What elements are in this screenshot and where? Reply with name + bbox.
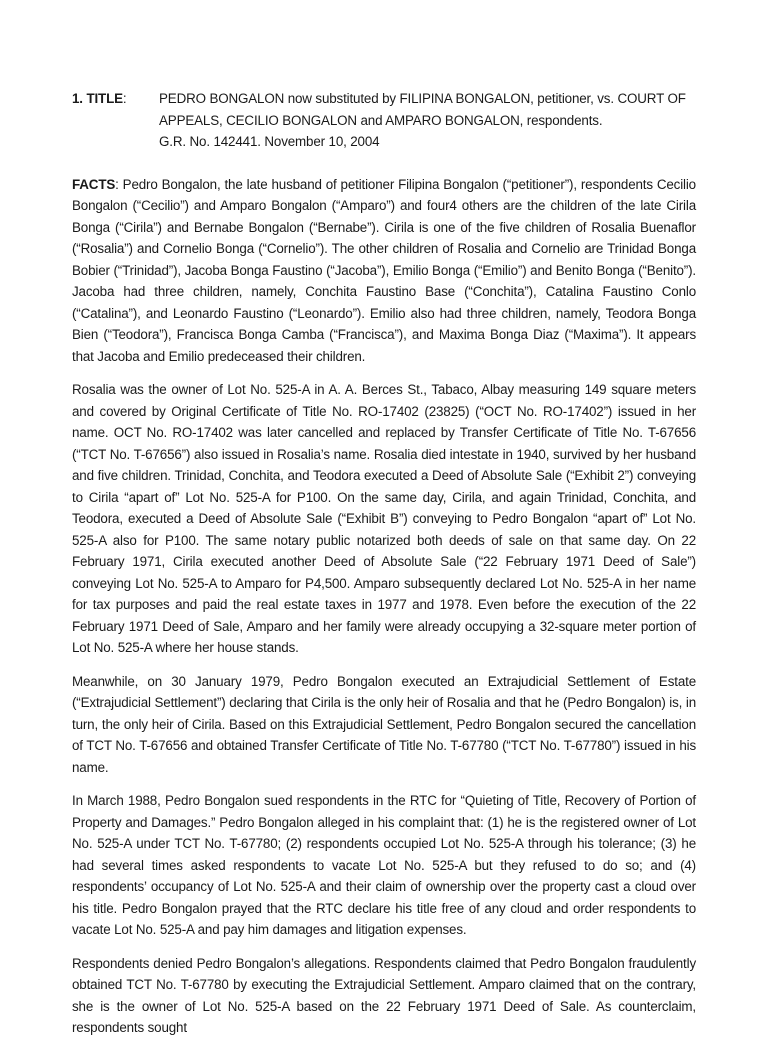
facts-paragraph-3: Meanwhile, on 30 January 1979, Pedro Bongalon executed an Extrajudicial Settlement of Estate (“Extrajudicial Settlement”) declaring that Cirila is the only heir of Rosalia and that he (Pedro Bongalon) is, in turn, the only heir of Cirila. Based on this Extrajudicial Settlement, Pedro Bongalon secured the cancellation of TCT No. T-67656 and obtained Transfer Certificate of Title No. T-67780 (“TCT No. T-67780”) issued in his name.	[72, 673, 696, 775]
facts-paragraph-2: Rosalia was the owner of Lot No. 525-A in A. A. Berces St., Tabaco, Albay measuring 149 square meters and covered by Original Certificate of Title No. RO-17402 (23825) (“OCT No. RO-17402”) issued in her name. OCT No. RO-17402 was later cancelled and replaced by Transfer Certificate of Title No. T-67656 (“TCT No. T-67656”) also issued in Rosalia’s name. Rosalia died intestate in 1940, survived by her husband and five children. Trinidad, Conchita, and Teodora executed a Deed of Absolute Sale (“Exhibit 2”) conveying to Cirila “apart of” Lot No. 525-A for P100. On the same day, Cirila, and again Trinidad, Conchita, and Teodora, executed a Deed of Absolute Sale (“Exhibit B”) conveying to Pedro Bongalon “apart of” Lot No. 525-A also for P100. The same notary public notarized both deeds of sale on that same day. On 22 February 1971, Cirila executed another Deed of Absolute Sale (“22 February 1971 Deed of Sale”) conveying Lot No. 525-A to Amparo for P4,500. Amparo subsequently declared Lot No. 525-A in her name for tax purposes and paid the real estate taxes in 1977 and 1978. Even before the execution of the 22 February 1971 Deed of Sale, Amparo and her family were already occupying a 32-square meter portion of Lot No. 525-A where her house stands.	[72, 382, 696, 655]
facts-heading: FACTS	[72, 176, 116, 192]
case-citation: G.R. No. 142441. November 10, 2004	[159, 134, 380, 149]
case-title-line-2: APPEALS, CECILIO BONGALON and AMPARO BONGALON, respondents.	[159, 112, 603, 128]
facts-paragraph-4: In March 1988, Pedro Bongalon sued respondents in the RTC for “Quieting of Title, Recovery of Portion of Property and Damages.” Pedro Bongalon alleged in his complaint that: (1) he is the registered owner of Lot No. 525-A under TCT No. T-67780; (2) respondents occupied Lot No. 525-A through his tolerance; (3) he had several times asked respondents to vacate Lot No. 525-A but they refused to do so; and (4) respondents’ occupancy of Lot No. 525-A and their claim of ownership over the property cast a cloud over his title. Pedro Bongalon prayed that the RTC declare his title free of any cloud and order respondents to vacate Lot No. 525-A and pay him damages and litigation expenses.	[72, 793, 696, 937]
title-label	[72, 88, 159, 153]
title-block	[72, 88, 696, 153]
facts-paragraph-5: Respondents denied Pedro Bongalon’s allegations. Respondents claimed that Pedro Bongalon fraudulently obtained TCT No. T-67780 by executing the Extrajudicial Settlement. Amparo claimed that on the contrary, she is the owner of Lot No. 525-A based on the 22 February 1971 Deed of Sale. As counterclaim, respondents sought	[72, 955, 696, 1035]
facts-paragraph-1-text: : Pedro Bongalon, the late husband of petitioner Filipina Bongalon (“petitioner”), respondents Cecilio Bongalon (“Cecilio”) and Amparo Bongalon (“Amparo”) and four4 others are the children of the late Cirila Bonga (“Cirila”) and Bernabe Bongalon (“Bernabe”). Cirila is one of the five children of Rosalia Buenaflor (“Rosalia”) and Cornelio Bonga (“Cornelio”). The other children of Rosalia and Cornelio are Trinidad Bonga Bobier (“Trinidad”), Jacoba Bonga Faustino (“Jacoba”), Emilio Bonga (“Emilio”) and Benito Bonga (“Benito”). Jacoba had three children, namely, Conchita Faustino Base (“Conchita”), Catalina Faustino Conlo (“Catalina”), and Leonardo Faustino (“Leonardo”). Emilio also had three children, namely, Teodora Bonga Bien (“Teodora”), Francisca Bonga Camba (“Francisca”), and Maxima Bonga Diaz (“Maxima”). It appears that Jacoba and Emilio predeceased their children.	[72, 176, 696, 364]
facts-paragraph-1	[72, 174, 696, 368]
case-title-line-1: PEDRO BONGALON now substituted by FILIPINA BONGALON, petitioner, vs. COURT OF	[159, 91, 686, 106]
case-title	[159, 88, 696, 153]
title-colon: :	[122, 91, 127, 106]
title-heading: 1. TITLE	[72, 91, 123, 106]
